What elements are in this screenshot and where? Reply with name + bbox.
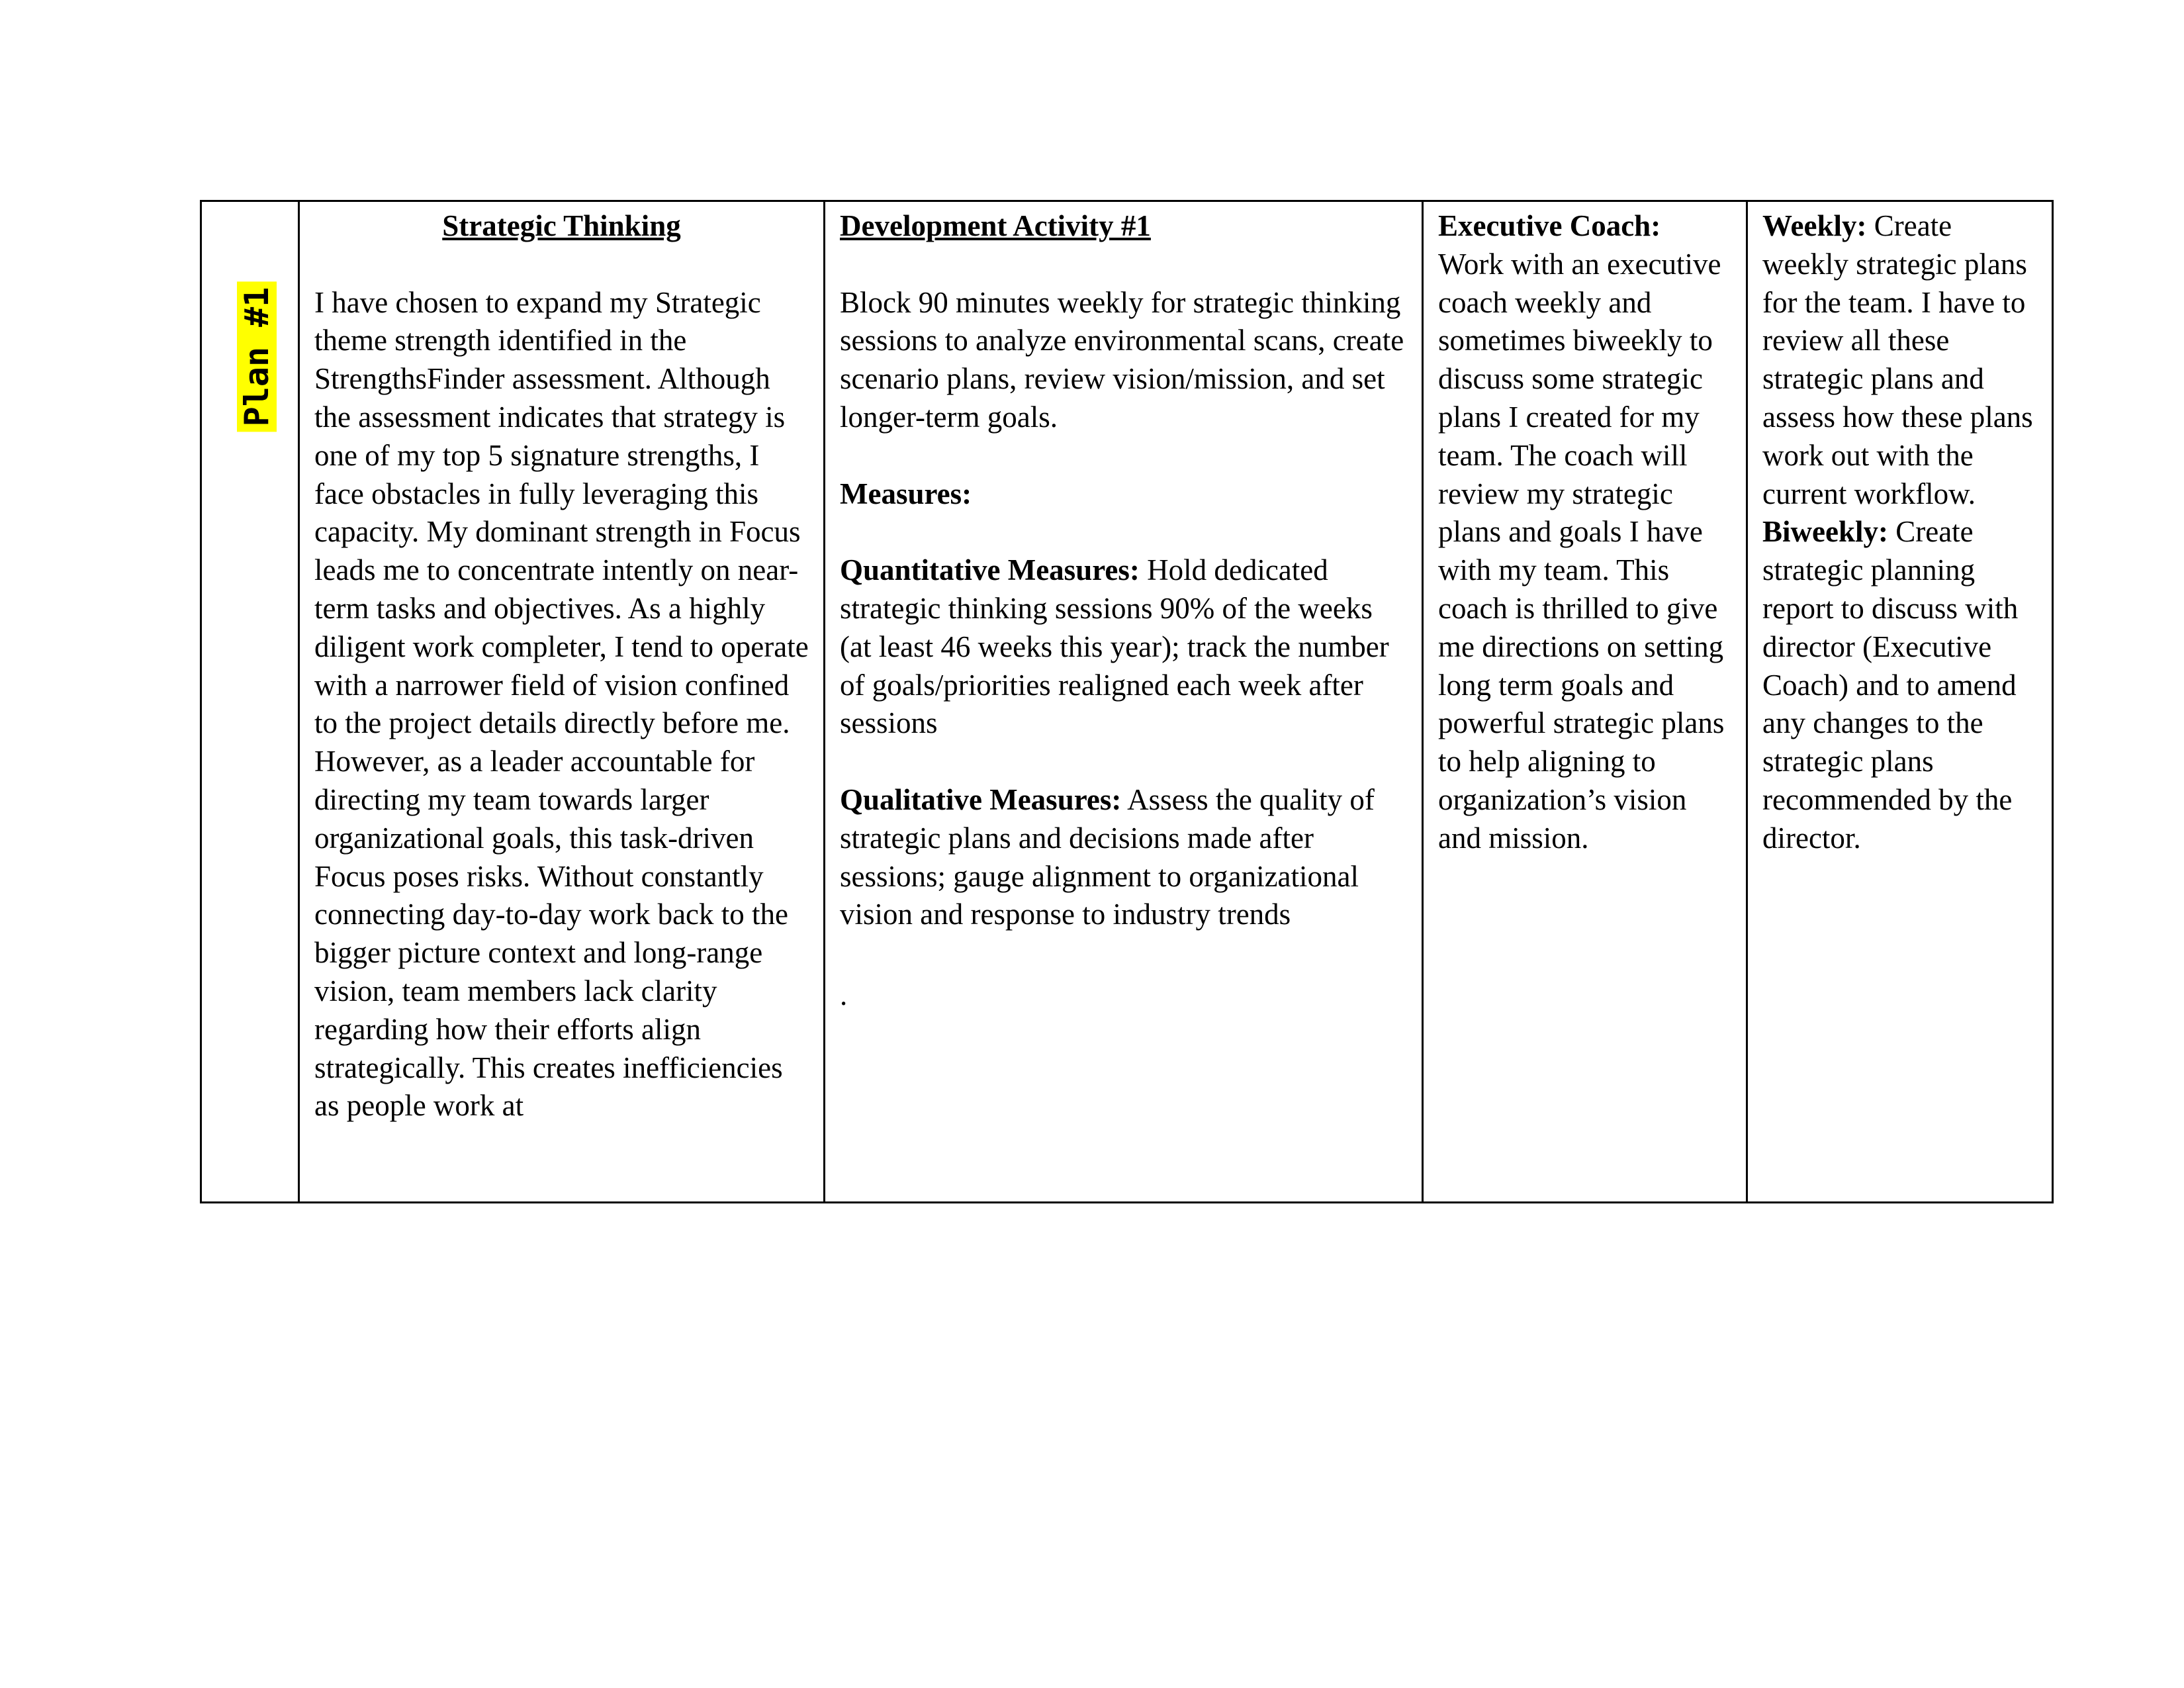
qualitative-text: Assess the quality of strategic plans and decisions made after sessions; gauge alignment to organizational vision and response to industry trends <box>840 782 1375 931</box>
spacer <box>840 437 1407 475</box>
development-plan-table <box>200 200 2054 1203</box>
biweekly-label: Biweekly: <box>1762 515 1888 549</box>
spacer <box>840 743 1407 781</box>
weekly-label: Weekly: <box>1762 209 1867 242</box>
coach-text: Work with an executive coach weekly and sometimes biweekly to discuss some strategic plans I created for my team. The coach will review my strategic plans and goals I have with my team. This coach is thrilled to give me directions on setting long term goals and powerful strategic plans to help aligning to organization’s vision and mission. <box>1438 247 1725 855</box>
theme-title: Strategic Thinking <box>442 209 681 242</box>
theme-cell <box>299 201 825 1203</box>
trailing-dot: . <box>840 978 848 1012</box>
plan-label-wrap <box>220 284 293 430</box>
coach-cell <box>1423 201 1747 1203</box>
activity-cell <box>825 201 1423 1203</box>
weekly-paragraph <box>1762 207 2037 513</box>
plan-label-cell <box>201 201 299 1203</box>
quantitative-text: Hold dedicated strategic thinking sessions 90% of the weeks (at least 46 weeks this year); track the number of goals/priorities realigned each week after sessions <box>840 553 1389 740</box>
timeline-cell <box>1747 201 2053 1203</box>
coach-label: Executive Coach: <box>1438 209 1661 242</box>
weekly-text: Create weekly strategic plans for the team. I have to review all these strategic plans and assess how these plans work out with the current workflow. <box>1762 209 2033 510</box>
activity-body: Block 90 minutes weekly for strategic thinking sessions to analyze environmental scans, create scenario plans, review vision/mission, and set longer-term goals. <box>840 285 1404 434</box>
biweekly-paragraph <box>1762 513 2037 857</box>
coach-paragraph <box>1438 207 1731 858</box>
biweekly-text: Create strategic planning report to discuss with director (Executive Coach) and to amend any changes to the strategic plans recommended by the director. <box>1762 515 2019 855</box>
plan-row <box>201 201 2053 1203</box>
measures-label: Measures: <box>840 477 972 510</box>
spacer <box>840 513 1407 551</box>
theme-body: I have chosen to expand my Strategic theme strength identified in the StrengthsFinder assessment. Although the assessment indicates that strategy is one of my top 5 signature strengths, I face obstacles in fully leveraging this capacity. My dominant strength in Focus leads me to concentrate intently on near-term tasks and objectives. As a highly diligent work completer, I tend to operate with a narrower field of vision confined to the project details directly before me. However, as a leader accountable for directing my team towards larger organizational goals, this task-driven Focus poses risks. Without constantly connecting day-to-day work back to the bigger picture context and long-range vision, team members lack clarity regarding how their efforts align strategically. This creates inefficiencies as people work at <box>314 285 809 1123</box>
activity-title: Development Activity #1 <box>840 209 1151 242</box>
plan-label: Plan #1 <box>237 282 277 432</box>
quantitative-label: Quantitative Measures: <box>840 553 1140 587</box>
spacer <box>314 246 809 284</box>
qualitative-measures <box>840 781 1407 934</box>
quantitative-measures <box>840 551 1407 743</box>
qualitative-label: Qualitative Measures: <box>840 782 1122 816</box>
spacer <box>840 246 1407 284</box>
